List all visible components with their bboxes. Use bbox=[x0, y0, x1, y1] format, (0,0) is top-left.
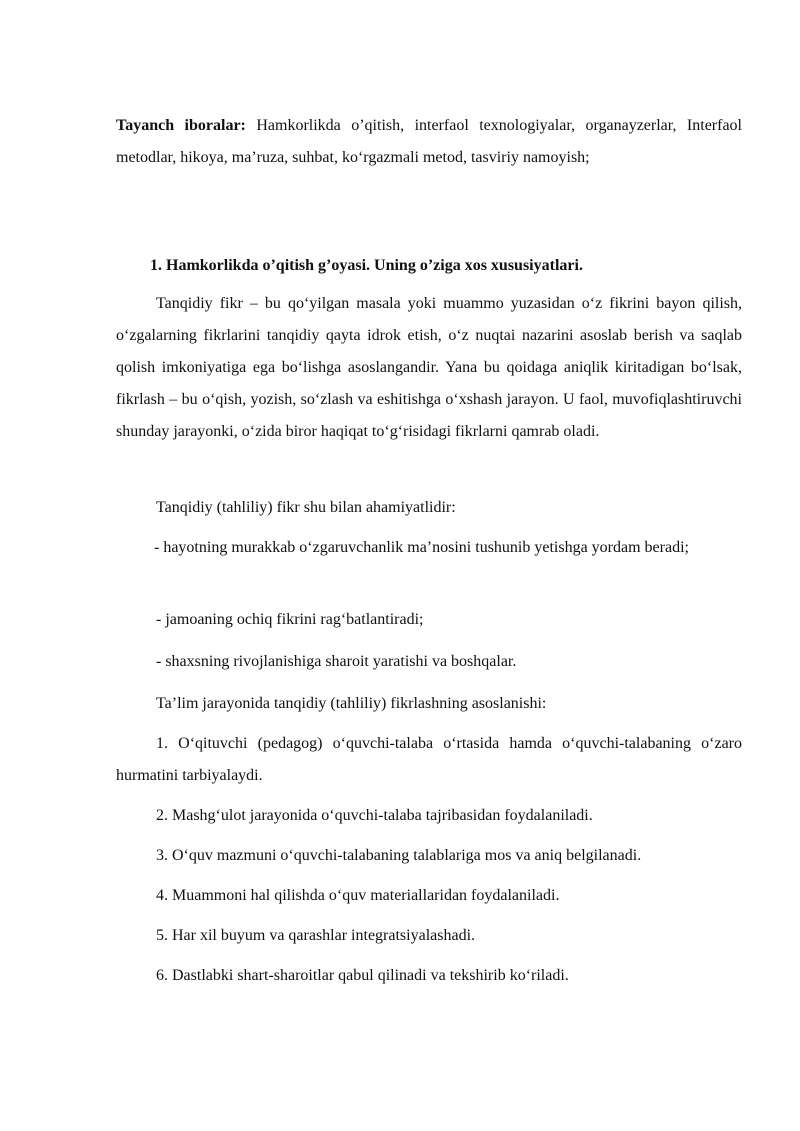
intro-paragraph: Tanqidiy fikr – bu qo‘yilgan masala yoki muammo yuzasidan o‘z fikrini bayon qilish, o‘zgalarning fikrlarini tanqidiy qayta idrok etish, o‘z nuqtai nazarini asoslab berish va saqlab qolish imkoniyatiga ega bo‘lishga asoslangandir. Yana bu qoidaga aniqlik kiritadigan bo‘lsak, fikrlash – bu o‘qish, yozish, so‘zlash va eshitishga o‘xshash jarayon. U faol, muvofiqlashtiruvchi shunday jarayonki, o‘zida biror haqiqat to‘g‘risidagi fikrlarni qamrab oladi. bbox=[116, 295, 742, 440]
numbered-item: 5. Har xil buyum va qarashlar integratsiyalashadi. bbox=[156, 927, 476, 944]
keywords-label: Tayanch iboralar: bbox=[116, 117, 246, 134]
section-heading: 1. Hamkorlikda o’qitish g’oyasi. Uning o’ziga xos xususiyatlari. bbox=[150, 257, 583, 274]
basis-lead: Ta’lim jarayonida tanqidiy (tahliliy) fikrlashning asoslanishi: bbox=[156, 695, 547, 712]
numbered-item: 3. O‘quv mazmuni o‘quvchi-talabaning talablariga mos va aniq belgilanadi. bbox=[156, 847, 642, 864]
keywords-paragraph bbox=[116, 110, 742, 174]
importance-lead: Tanqidiy (tahliliy) fikr shu bilan ahamiyatlidir: bbox=[156, 499, 456, 516]
numbered-item: 4. Muammoni hal qilishda o‘quv materiallaridan foydalaniladi. bbox=[156, 887, 560, 904]
bullet-item: - jamoaning ochiq fikrini rag‘batlantiradi; bbox=[156, 611, 424, 628]
numbered-item: 2. Mashg‘ulot jarayonida o‘quvchi-talaba tajribasidan foydalaniladi. bbox=[156, 807, 593, 824]
bullet-item: - shaxsning rivojlanishiga sharoit yaratishi va boshqalar. bbox=[156, 653, 517, 670]
numbered-item: 6. Dastlabki shart-sharoitlar qabul qilinadi va tekshirib ko‘riladi. bbox=[156, 967, 569, 984]
numbered-item: 1. O‘qituvchi (pedagog) o‘quvchi-talaba o‘rtasida hamda o‘quvchi-talabaning o‘zaro hurmatini tarbiyalaydi. bbox=[116, 735, 742, 784]
bullet-item: - hayotning murakkab o‘zgaruvchanlik ma’nosini tushunib yetishga yordam beradi; bbox=[154, 539, 689, 556]
keywords-text: Hamkorlikda o’qitish, interfaol texnologiyalar, organayzerlar, Interfaol metodlar, hikoya, ma’ruza, suhbat, ko‘rgazmali metod, tasviriy namoyish; bbox=[116, 117, 743, 166]
